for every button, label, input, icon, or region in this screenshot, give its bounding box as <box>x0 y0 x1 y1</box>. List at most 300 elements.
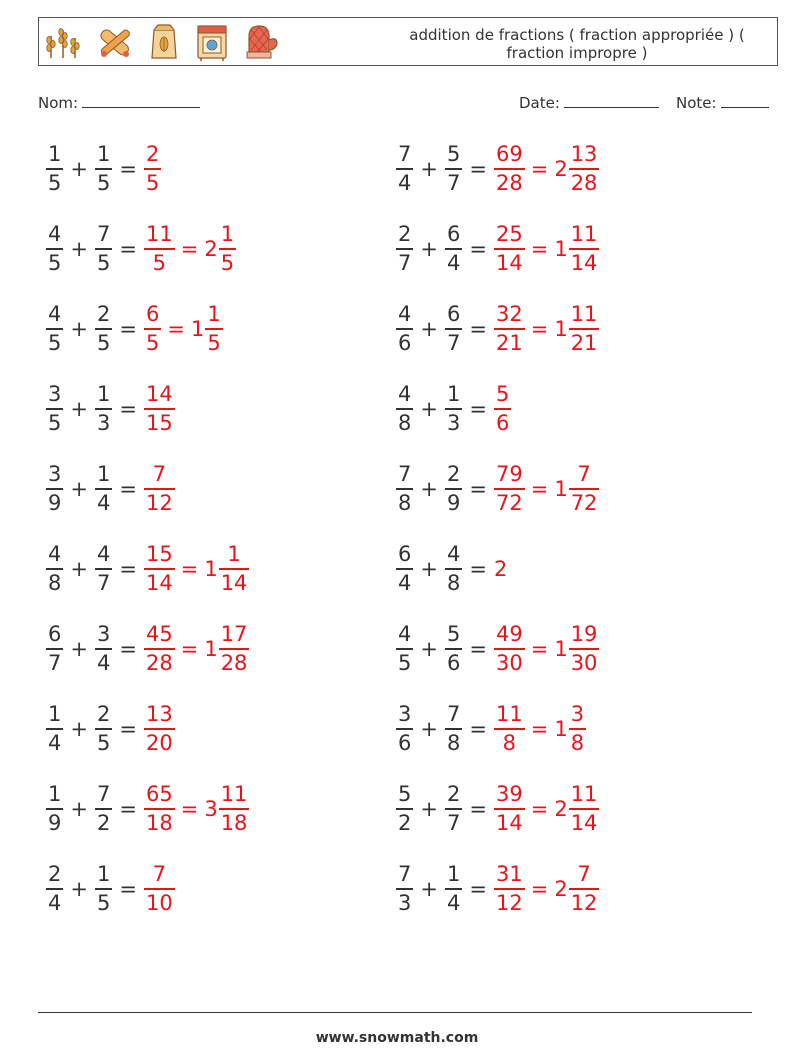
problem-row <box>396 224 599 274</box>
plus-sign: + <box>420 476 438 501</box>
mixed-fraction-denominator: 28 <box>220 650 248 675</box>
mixed-whole: 1 <box>204 556 218 581</box>
equals-sign: = <box>119 556 137 581</box>
answer-fraction-bar <box>144 888 175 890</box>
answer-fraction-numerator: 13 <box>145 702 173 726</box>
answer-fraction <box>494 304 525 354</box>
addend-2-fraction-numerator: 7 <box>446 702 461 726</box>
answer-fraction <box>494 464 525 514</box>
mixed-whole: 1 <box>204 636 218 661</box>
mixed-whole: 1 <box>554 236 568 261</box>
answer-fraction-bar <box>144 168 161 170</box>
mixed-fraction-bar <box>205 328 222 330</box>
answer-fraction <box>494 864 525 914</box>
header-icons <box>43 21 281 63</box>
flour-bag-icon <box>145 22 183 62</box>
answer-fraction-bar <box>144 408 175 410</box>
plus-sign: + <box>70 236 88 261</box>
answer-fraction-bar <box>144 728 175 730</box>
mixed-fraction-numerator: 19 <box>570 622 598 646</box>
problem-row <box>396 144 599 194</box>
answer-fraction-denominator: 20 <box>145 730 173 755</box>
addend-2-fraction-numerator: 1 <box>446 382 461 406</box>
answer <box>144 224 236 274</box>
addend-1-fraction-bar <box>46 808 63 810</box>
mixed-fraction <box>569 864 600 914</box>
addend-2-fraction-numerator: 1 <box>96 382 111 406</box>
mixed-fraction-bar <box>569 248 600 250</box>
equals-sign-mixed: = <box>530 316 549 341</box>
equals-sign: = <box>119 156 137 181</box>
mixed-whole: 1 <box>190 316 205 341</box>
addend-2-fraction-denominator: 6 <box>446 650 461 675</box>
addend-2-fraction-numerator: 6 <box>446 222 461 246</box>
answer-fraction-numerator: 6 <box>145 302 160 326</box>
answer-fraction <box>144 784 175 834</box>
answer-fraction-bar <box>494 168 525 170</box>
addend-1-fraction-bar <box>396 488 413 490</box>
mixed-whole: 1 <box>554 716 568 741</box>
equals-sign-mixed: = <box>530 476 549 501</box>
plus-sign: + <box>420 236 438 261</box>
equals-sign-mixed: = <box>530 636 549 661</box>
addend-1-fraction-bar <box>396 408 413 410</box>
addend-1-fraction-bar <box>46 728 63 730</box>
mixed-fraction-bar <box>569 328 600 330</box>
addend-1-fraction-numerator: 1 <box>48 142 62 166</box>
equals-sign: = <box>119 396 137 421</box>
addend-2-fraction-numerator: 4 <box>96 542 111 566</box>
addend-2-fraction-bar <box>445 328 462 330</box>
equals-sign-mixed: = <box>530 156 549 181</box>
mixed-number <box>554 304 599 354</box>
answer-fraction-bar <box>494 728 525 730</box>
answer <box>144 784 249 834</box>
addend-1-fraction-numerator: 4 <box>48 302 62 326</box>
problem-row <box>396 384 511 434</box>
addend-1-fraction <box>46 224 63 274</box>
problem-row <box>46 464 175 514</box>
problem-row <box>46 704 175 754</box>
date-blank[interactable] <box>564 93 659 108</box>
mixed-number <box>554 864 599 914</box>
addend-1-fraction-bar <box>396 648 413 650</box>
mixed-whole: 2 <box>204 236 218 261</box>
plus-sign: + <box>70 716 88 741</box>
addend-2-fraction-bar <box>445 808 462 810</box>
answer-fraction-denominator: 21 <box>495 330 523 355</box>
mixed-fraction-denominator: 14 <box>220 570 248 595</box>
mixed-number <box>204 224 236 274</box>
addend-2-fraction-numerator: 6 <box>446 302 461 326</box>
mixed-number <box>204 784 249 834</box>
problem-row <box>46 304 223 354</box>
addend-1-fraction-bar <box>46 248 63 250</box>
answer-fraction-bar <box>144 488 175 490</box>
answer-fraction-bar <box>144 328 161 330</box>
oven-mitt-icon <box>241 22 281 62</box>
answer-fraction-bar <box>494 808 525 810</box>
addend-1-fraction-denominator: 9 <box>48 810 62 835</box>
addend-2-fraction-numerator: 2 <box>96 702 111 726</box>
mixed-number <box>554 144 599 194</box>
addend-2-fraction <box>445 304 462 354</box>
mixed-whole: 1 <box>554 316 568 341</box>
addend-1-fraction-denominator: 3 <box>398 890 412 915</box>
equals-sign: = <box>119 796 137 821</box>
mixed-fraction-numerator: 1 <box>227 542 241 566</box>
header-box <box>38 17 778 66</box>
problem-row <box>46 224 236 274</box>
addend-2-fraction <box>445 784 462 834</box>
addend-2-fraction-numerator: 1 <box>96 862 111 886</box>
addend-1-fraction-bar <box>46 648 63 650</box>
addend-1-fraction-denominator: 2 <box>398 810 412 835</box>
mixed-fraction-denominator: 8 <box>570 730 585 755</box>
note-blank[interactable] <box>721 93 769 108</box>
mixed-fraction-denominator: 12 <box>570 890 598 915</box>
answer-fraction-denominator: 14 <box>495 250 523 275</box>
addend-1-fraction-denominator: 5 <box>48 410 62 435</box>
addend-2-fraction-denominator: 5 <box>96 170 111 195</box>
answer-fraction-numerator: 7 <box>152 862 167 886</box>
answer-fraction-denominator: 72 <box>495 490 523 515</box>
answer-fraction-denominator: 18 <box>145 810 173 835</box>
equals-sign-mixed: = <box>530 876 549 901</box>
mixed-fraction <box>219 544 250 594</box>
answer-fraction-denominator: 5 <box>145 170 160 195</box>
equals-sign: = <box>119 636 137 661</box>
equals-sign: = <box>119 316 137 341</box>
addend-1-fraction-denominator: 4 <box>48 730 62 755</box>
plus-sign: + <box>420 636 438 661</box>
addend-2-fraction-denominator: 7 <box>446 330 461 355</box>
addend-1-fraction <box>396 464 413 514</box>
addend-2-fraction-numerator: 7 <box>96 782 111 806</box>
answer-fraction-numerator: 25 <box>495 222 523 246</box>
plus-sign: + <box>70 396 88 421</box>
addend-1-fraction-numerator: 4 <box>398 302 412 326</box>
addend-1-fraction-numerator: 2 <box>48 862 62 886</box>
equals-sign: = <box>469 796 487 821</box>
problem-row <box>46 784 249 834</box>
answer-fraction-bar <box>494 488 525 490</box>
addend-2-fraction-bar <box>95 408 112 410</box>
mixed-number <box>554 624 599 674</box>
answer-fraction-numerator: 11 <box>495 702 523 726</box>
equals-sign: = <box>469 236 487 261</box>
addend-2-fraction <box>95 304 112 354</box>
answer <box>494 464 599 514</box>
addend-2-fraction-numerator: 1 <box>96 142 111 166</box>
addend-1-fraction <box>46 544 63 594</box>
addend-1-fraction <box>46 304 63 354</box>
addend-1-fraction-denominator: 8 <box>398 490 412 515</box>
equals-sign-mixed: = <box>180 796 199 821</box>
mixed-fraction-bar <box>219 808 250 810</box>
addend-2-fraction <box>445 544 462 594</box>
addend-2-fraction <box>95 784 112 834</box>
answer <box>144 864 175 914</box>
answer-fraction-bar <box>494 408 511 410</box>
plus-sign: + <box>70 796 88 821</box>
problem-row <box>396 624 599 674</box>
mixed-fraction-denominator: 14 <box>570 810 598 835</box>
mixed-fraction-bar <box>219 248 236 250</box>
equals-sign: = <box>119 716 137 741</box>
addend-1-fraction-bar <box>396 888 413 890</box>
answer-fraction <box>144 704 175 754</box>
answer-fraction-denominator: 28 <box>145 650 173 675</box>
addend-2-fraction-bar <box>445 168 462 170</box>
answer-fraction-denominator: 6 <box>495 410 510 435</box>
addend-1-fraction-numerator: 2 <box>398 222 412 246</box>
addend-2-fraction-denominator: 3 <box>446 410 461 435</box>
mixed-fraction-denominator: 28 <box>570 170 598 195</box>
answer <box>144 464 175 514</box>
answer-fraction-denominator: 14 <box>145 570 173 595</box>
answer-fraction-numerator: 31 <box>495 862 523 886</box>
addend-2-fraction <box>445 384 462 434</box>
mixed-fraction <box>569 144 600 194</box>
answer <box>144 144 161 194</box>
mixed-fraction-denominator: 30 <box>570 650 598 675</box>
equals-sign-mixed: = <box>180 636 199 661</box>
answer-fraction-denominator: 8 <box>502 730 517 755</box>
addend-1-fraction-bar <box>46 328 63 330</box>
problem-row <box>46 384 175 434</box>
equals-sign: = <box>469 396 487 421</box>
plus-sign: + <box>420 876 438 901</box>
mixed-whole: 1 <box>554 476 568 501</box>
answer-fraction-numerator: 45 <box>145 622 173 646</box>
mixed-number <box>191 304 223 354</box>
mixed-fraction-numerator: 3 <box>570 702 585 726</box>
addend-2-fraction-bar <box>95 888 112 890</box>
answer <box>144 304 223 354</box>
equals-sign-mixed: = <box>530 236 549 261</box>
addend-2-fraction-denominator: 5 <box>96 250 111 275</box>
answer-fraction <box>144 144 161 194</box>
mixed-fraction-numerator: 17 <box>220 622 248 646</box>
mixed-whole: 1 <box>554 636 568 661</box>
addend-2-fraction <box>95 144 112 194</box>
mixed-fraction-bar <box>569 728 586 730</box>
answer-fraction-denominator: 30 <box>495 650 523 675</box>
addend-1-fraction-numerator: 7 <box>398 142 412 166</box>
answer <box>144 704 175 754</box>
addend-1-fraction-numerator: 3 <box>48 462 62 486</box>
worksheet-title: addition de fractions ( fraction appropriée ) ( fraction impropre ) <box>409 26 745 62</box>
answer-fraction-bar <box>144 568 175 570</box>
addend-1-fraction-bar <box>396 328 413 330</box>
plus-sign: + <box>420 316 438 341</box>
addend-2-fraction-bar <box>445 248 462 250</box>
problem-row <box>396 544 507 594</box>
addend-1-fraction-denominator: 6 <box>398 730 412 755</box>
answer-fraction <box>494 224 525 274</box>
addend-2-fraction-bar <box>95 488 112 490</box>
mixed-number <box>204 624 249 674</box>
equals-sign: = <box>469 556 487 581</box>
equals-sign: = <box>469 316 487 341</box>
answer-fraction-numerator: 5 <box>495 382 510 406</box>
addend-2-fraction-denominator: 4 <box>96 490 111 515</box>
problem-row <box>46 144 161 194</box>
addend-2-fraction-bar <box>445 648 462 650</box>
wheat-icon <box>43 22 85 62</box>
addend-2-fraction-denominator: 3 <box>96 410 111 435</box>
addend-2-fraction <box>445 864 462 914</box>
mixed-fraction-numerator: 1 <box>207 302 221 326</box>
addend-1-fraction-numerator: 4 <box>48 542 62 566</box>
mixed-fraction-bar <box>219 568 250 570</box>
plus-sign: + <box>70 876 88 901</box>
addend-1-fraction-numerator: 6 <box>398 542 412 566</box>
addend-1-fraction-denominator: 5 <box>48 170 62 195</box>
addend-2-fraction-numerator: 2 <box>96 302 111 326</box>
answer-fraction-numerator: 49 <box>495 622 523 646</box>
addend-1-fraction-denominator: 5 <box>48 330 62 355</box>
answer <box>494 784 599 834</box>
addend-2-fraction-denominator: 5 <box>96 730 111 755</box>
addend-1-fraction-bar <box>46 168 63 170</box>
equals-sign: = <box>119 876 137 901</box>
mixed-fraction-denominator: 72 <box>570 490 598 515</box>
addend-2-fraction-bar <box>445 568 462 570</box>
answer-fraction-numerator: 14 <box>145 382 173 406</box>
addend-1-fraction-numerator: 6 <box>48 622 62 646</box>
mixed-whole: 2 <box>554 156 568 181</box>
addend-2-fraction-bar <box>95 168 112 170</box>
addend-1-fraction <box>46 864 63 914</box>
addend-2-fraction-denominator: 2 <box>96 810 111 835</box>
answer-fraction-denominator: 12 <box>145 490 173 515</box>
addend-2-fraction-numerator: 2 <box>446 782 461 806</box>
mixed-whole: 3 <box>204 796 218 821</box>
answer-fraction-numerator: 7 <box>152 462 167 486</box>
answer <box>144 384 175 434</box>
addend-1-fraction-bar <box>46 488 63 490</box>
equals-sign-mixed: = <box>180 556 199 581</box>
addend-2-fraction-numerator: 3 <box>96 622 111 646</box>
addend-2-fraction <box>95 704 112 754</box>
addend-1-fraction-bar <box>396 568 413 570</box>
addend-2-fraction-denominator: 9 <box>446 490 461 515</box>
addend-2-fraction-bar <box>95 568 112 570</box>
plus-sign: + <box>70 476 88 501</box>
answer <box>494 384 511 434</box>
plus-sign: + <box>70 316 88 341</box>
addend-2-fraction <box>95 224 112 274</box>
mixed-fraction <box>569 224 600 274</box>
addend-1-fraction-numerator: 4 <box>48 222 62 246</box>
mixed-fraction-numerator: 11 <box>570 302 598 326</box>
mixed-fraction <box>205 304 222 354</box>
answer-fraction-numerator: 15 <box>145 542 173 566</box>
equals-sign: = <box>469 716 487 741</box>
footer-url: www.snowmath.com <box>315 1030 479 1046</box>
mixed-fraction-denominator: 21 <box>570 330 598 355</box>
answer <box>494 864 599 914</box>
equals-sign-mixed: = <box>167 316 185 341</box>
equals-sign: = <box>119 476 137 501</box>
addend-2-fraction-bar <box>445 888 462 890</box>
answer-fraction-numerator: 79 <box>495 462 523 486</box>
problem-row <box>46 864 175 914</box>
name-blank[interactable] <box>82 93 200 108</box>
addend-1-fraction-denominator: 7 <box>48 650 62 675</box>
mixed-number <box>554 784 599 834</box>
addend-2-fraction-numerator: 4 <box>446 542 461 566</box>
mixed-fraction-denominator: 5 <box>220 250 235 275</box>
addend-1-fraction <box>396 784 413 834</box>
addend-1-fraction-numerator: 3 <box>398 702 412 726</box>
footer-divider <box>38 1012 752 1013</box>
answer-fraction-denominator: 12 <box>495 890 523 915</box>
mixed-fraction-numerator: 7 <box>577 862 591 886</box>
answer-fraction <box>494 384 511 434</box>
answer-integer: 2 <box>493 556 508 581</box>
plus-sign: + <box>420 796 438 821</box>
mixed-fraction-numerator: 11 <box>570 782 598 806</box>
addend-1-fraction-numerator: 7 <box>398 462 412 486</box>
addend-2-fraction-bar <box>95 728 112 730</box>
addend-1-fraction <box>396 704 413 754</box>
answer-fraction-numerator: 32 <box>495 302 523 326</box>
mixed-fraction-bar <box>569 488 600 490</box>
answer-fraction-bar <box>144 248 175 250</box>
date-field <box>519 93 659 112</box>
mixed-number <box>204 544 249 594</box>
answer-fraction-numerator: 11 <box>145 222 173 246</box>
plus-sign: + <box>70 556 88 581</box>
answer <box>494 704 586 754</box>
answer-fraction-bar <box>144 648 175 650</box>
equals-sign: = <box>119 236 137 261</box>
equals-sign-mixed: = <box>530 796 549 821</box>
equals-sign-mixed: = <box>530 716 549 741</box>
addend-1-fraction-bar <box>396 728 413 730</box>
answer-fraction-denominator: 15 <box>145 410 173 435</box>
mixed-number <box>554 224 599 274</box>
mixed-number <box>554 464 599 514</box>
answer-fraction <box>494 704 525 754</box>
equals-sign-mixed: = <box>180 236 199 261</box>
addend-1-fraction-denominator: 6 <box>398 330 412 355</box>
addend-1-fraction <box>396 384 413 434</box>
problem-row <box>396 784 599 834</box>
answer-fraction <box>494 144 525 194</box>
plus-sign: + <box>420 156 438 181</box>
addend-1-fraction <box>46 464 63 514</box>
oven-icon <box>193 22 231 62</box>
answer-fraction-denominator: 28 <box>495 170 523 195</box>
addend-1-fraction <box>396 864 413 914</box>
addend-1-fraction-denominator: 4 <box>48 890 62 915</box>
addend-1-fraction <box>396 144 413 194</box>
addend-1-fraction-numerator: 7 <box>398 862 412 886</box>
mixed-fraction-bar <box>569 168 600 170</box>
addend-2-fraction-denominator: 4 <box>446 250 461 275</box>
answer-fraction <box>144 304 161 354</box>
mixed-fraction-bar <box>569 888 600 890</box>
problem-row <box>396 704 586 754</box>
mixed-fraction-numerator: 11 <box>570 222 598 246</box>
addend-1-fraction-denominator: 4 <box>398 170 412 195</box>
answer-fraction-denominator: 14 <box>495 810 523 835</box>
mixed-fraction-denominator: 5 <box>207 330 221 355</box>
